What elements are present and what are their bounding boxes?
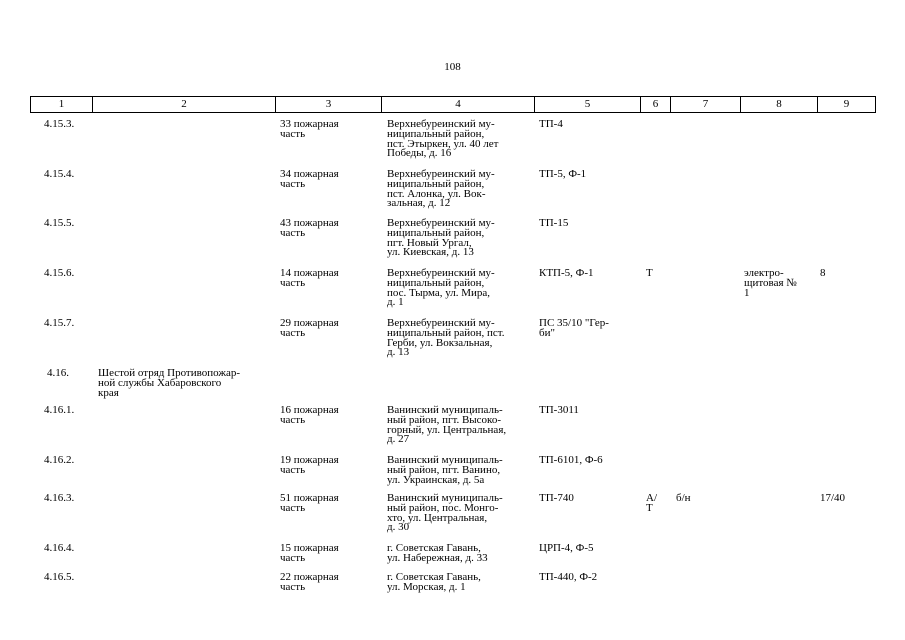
address: Верхнебуреинский му- ниципальный район, пос. Тырма, ул. Мира, д. 1	[387, 267, 495, 309]
col-6-value: Т	[646, 267, 653, 279]
col-9-value: 17/40	[820, 492, 846, 504]
substation: ТП-440, Ф-2	[539, 571, 598, 583]
row-number: 4.16.2.	[44, 454, 75, 466]
row-number: 4.16.4.	[44, 542, 75, 554]
row-number: 4.15.5.	[44, 217, 75, 229]
row-number: 4.15.7.	[44, 317, 75, 329]
col-6-value: А/ Т	[646, 492, 657, 514]
fire-unit: 29 пожарная часть	[280, 317, 339, 339]
table-header	[30, 96, 876, 113]
substation: ТП-6101, Ф-6	[539, 454, 603, 466]
substation: ТП-740	[539, 492, 574, 504]
fire-unit: 43 пожарная часть	[280, 217, 339, 239]
row-number: 4.16.1.	[44, 404, 75, 416]
row-number: 4.16.	[47, 367, 69, 379]
fire-unit: 51 пожарная часть	[280, 492, 339, 514]
row-number: 4.16.3.	[44, 492, 75, 504]
substation: ПС 35/10 "Гер- би"	[539, 317, 609, 339]
fire-unit: 16 пожарная часть	[280, 404, 339, 426]
section-title: Шестой отряд Противопожар- ной службы Хабаровского края	[98, 367, 241, 399]
header-col-5: 5	[584, 98, 591, 110]
fire-unit: 19 пожарная часть	[280, 454, 339, 476]
substation: ЦРП-4, Ф-5	[539, 542, 594, 554]
header-col-6: 6	[652, 98, 659, 110]
header-col-8: 8	[776, 98, 782, 110]
address: г. Советская Гавань, ул. Набережная, д. 33	[387, 542, 488, 564]
header-col-1: 1	[58, 98, 65, 110]
fire-unit: 33 пожарная часть	[280, 118, 339, 140]
address: Верхнебуреинский му- ниципальный район, пст. Герби, ул. Вокзальная, д. 13	[387, 317, 505, 359]
header-col-4: 4	[455, 98, 461, 110]
address: Ванинский муниципаль- ный район, пгт. Высоко- горный, ул. Центральная, д. 27	[387, 404, 507, 446]
address: Верхнебуреинский му- ниципальный район, пст. Алонка, ул. Вок- зальная, д. 12	[387, 168, 495, 210]
substation: КТП-5, Ф-1	[539, 267, 594, 279]
substation: ТП-3011	[539, 404, 579, 416]
row-number: 4.15.4.	[44, 168, 75, 180]
substation: ТП-4	[539, 118, 563, 130]
header-col-3: 3	[325, 98, 332, 110]
header-col-2: 2	[181, 98, 187, 110]
row-number: 4.16.5.	[44, 571, 75, 583]
page-number: 108	[444, 61, 461, 73]
fire-unit: 15 пожарная часть	[280, 542, 339, 564]
col-7-value: б/н	[676, 492, 691, 504]
address: г. Советская Гавань, ул. Морская, д. 1	[387, 571, 481, 593]
substation: ТП-5, Ф-1	[539, 168, 587, 180]
header-col-9: 9	[843, 98, 850, 110]
row-number: 4.15.3.	[44, 118, 75, 130]
substation: ТП-15	[539, 217, 569, 229]
col-9-value: 8	[820, 267, 826, 279]
header-col-7: 7	[702, 98, 709, 110]
fire-unit: 34 пожарная часть	[280, 168, 339, 190]
col-8-value: электро- щитовая № 1	[744, 267, 797, 299]
address: Верхнебуреинский му- ниципальный район, пгт. Новый Ургал, ул. Киевская, д. 13	[387, 217, 495, 259]
fire-unit: 22 пожарная часть	[280, 571, 339, 593]
fire-unit: 14 пожарная часть	[280, 267, 339, 289]
row-number: 4.15.6.	[44, 267, 75, 279]
address: Верхнебуреинский му- ниципальный район, пст. Этыркен, ул. 40 лет Победы, д. 16	[387, 118, 499, 160]
address: Ванинский муниципаль- ный район, пгт. Ванино, ул. Украинская, д. 5а	[387, 454, 503, 486]
address: Ванинский муниципаль- ный район, пос. Монго- хто, ул. Центральная, д. 30	[387, 492, 503, 534]
